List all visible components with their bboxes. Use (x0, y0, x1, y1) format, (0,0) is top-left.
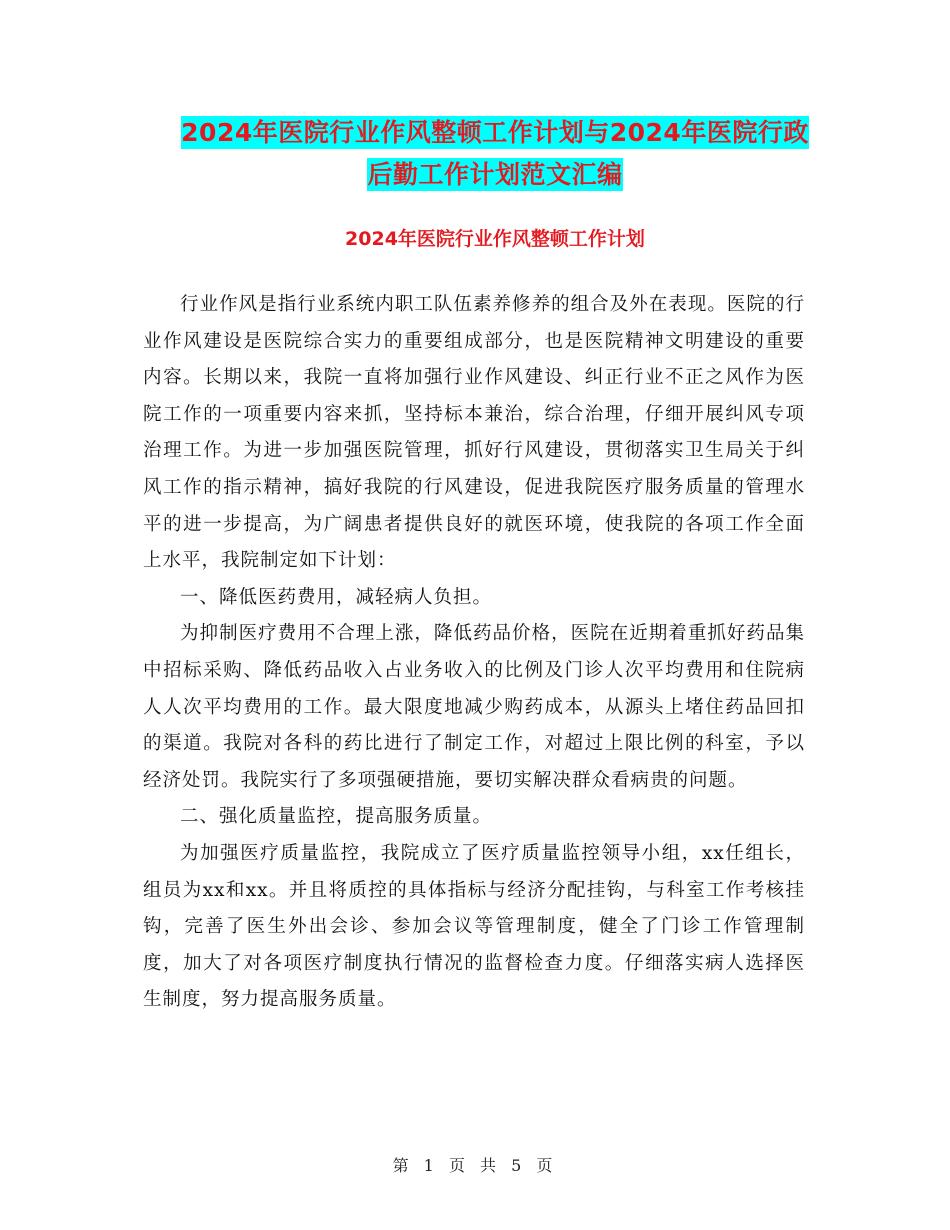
paragraph-intro: 行业作风是指行业系统内职工队伍素养修养的组合及外在表现。医院的行业作风建设是医院综合实力的重要组成部分，也是医院精神文明建设的重要内容。长期以来，我院一直将加强行业作风建设、纠正行业不正之风作为医院工作的一项重要内容来抓，坚持标本兼治，综合治理，仔细开展纠风专项治理工作。为进一步加强医院管理，抓好行风建设，贯彻落实卫生局关于纠风工作的指示精神，搞好我院的行风建设，促进我院医疗服务质量的管理水平的进一步提高，为广阔患者提供良好的就医环境，使我院的各项工作全面上水平，我院制定如下计划： (143, 294, 805, 572)
heading-1: 一、降低医药费用，减轻病人负担。 (180, 586, 493, 608)
title-line-2: 后勤工作计划范文汇编 (367, 160, 623, 189)
document-body (143, 287, 805, 1019)
page-footer: 第 1 页 共 5 页 (392, 1156, 558, 1175)
paragraph-1: 为抑制医疗费用不合理上涨，降低药品价格，医院在近期着重抓好药品集中招标采购、降低药品收入占业务收入的比例及门诊人次平均费用和住院病人人次平均费用的工作。最大限度地减少购药成本，从源头上堵住药品回扣的渠道。我院对各科的药比进行了制定工作，对超过上限比例的科室，予以经济处罚。我院实行了多项强硬措施，要切实解决群众看病贵的问题。 (143, 623, 805, 791)
title-line-1: 2024年医院行业作风整顿工作计划与2024年医院行政 (181, 118, 809, 147)
paragraph-2: 为加强医疗质量监控，我院成立了医疗质量监控领导小组，xx任组长，组员为xx和xx。并且将质控的具体指标与经济分配挂钩，与科室工作考核挂钩，完善了医生外出会诊、参加会议等管理制度，健全了门诊工作管理制度，加大了对各项医疗制度执行情况的监督检查力度。仔细落实病人选择医生制度，努力提高服务质量。 (143, 842, 805, 1011)
section-title: 2024年医院行业作风整顿工作计划 (345, 228, 645, 250)
heading-2: 二、强化质量监控，提高服务质量。 (180, 806, 493, 828)
document-title (140, 112, 850, 196)
